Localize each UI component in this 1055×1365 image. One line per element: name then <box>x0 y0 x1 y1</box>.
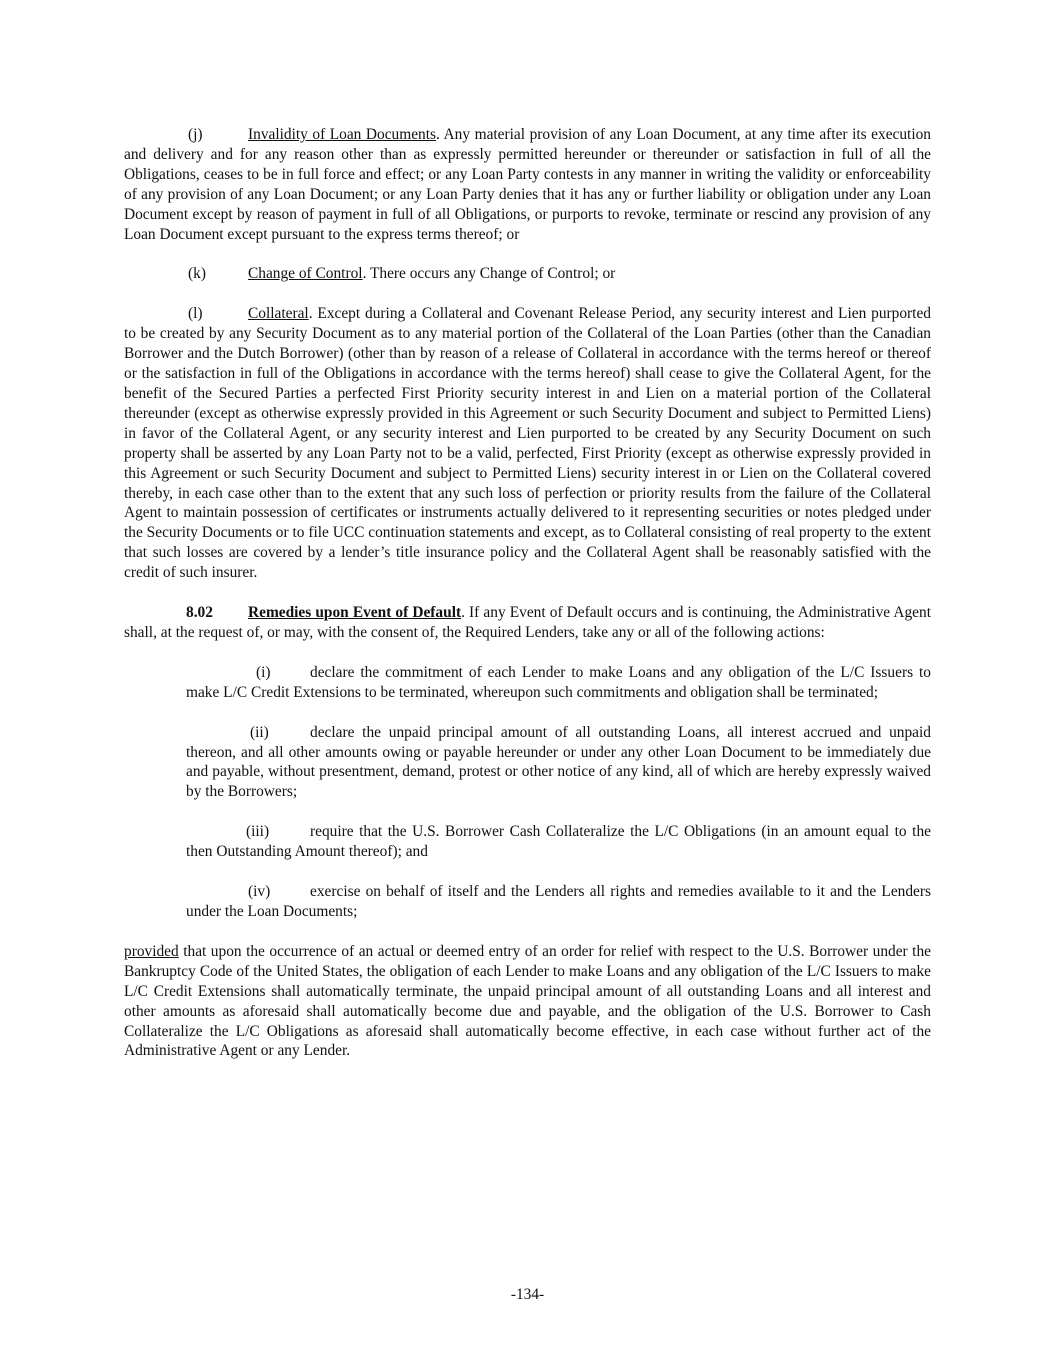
section-l-text: . Except during a Collateral and Covenant Release Period, any security interest and Lien purported to be created by any Security Document as to any material portion of the Collateral of the Loan Parties (other than the Canadian Borrower and the Dutch Borrower) (other than by reason of a release of Collateral in accordance with the terms hereof or thereof or the satisfaction in full of the Obligations in accordance with the terms hereof) shall cease to give the Collateral Agent, for the benefit of the Secured Parties a perfected First Priority security interest in and Lien on a material portion of the Collateral thereunder (except as otherwise expressly provided in this Agreement or such Security Document and subject to Permitted Liens) in favor of the Collateral Agent, or any security interest and Lien purported to be created by any Security Document on such property shall be asserted by any Loan Party not to be a valid, perfected, First Priority (except as otherwise expressly provided in this Agreement or such Security Document and subject to Permitted Liens) security interest in or Lien on the Collateral covered thereby, in each case other than to the extent that any such loss of perfection or priority results from the failure of the Collateral Agent to maintain possession of certificates or instruments actually delivered to it representing securities or notes pledged under the Security Documents or to file UCC continuation statements and except, as to Collateral consisting of real property to the extent that such losses are covered by a lender’s title insurance policy and the Collateral Agent shall be reasonably satisfied with the credit of such insurer. <box>124 305 931 582</box>
section-k-number: (k) <box>188 265 206 283</box>
page-number: -134- <box>510 1286 545 1303</box>
remedy-number: (ii) <box>250 723 269 741</box>
section-l-number: (l) <box>188 305 203 323</box>
remedy-number: (iii) <box>246 823 270 841</box>
section-k-paragraph <box>124 264 931 284</box>
remedy-item <box>186 822 931 862</box>
section-k-text: . There occurs any Change of Control; or <box>362 265 616 283</box>
section-j-text: . Any material provision of any Loan Document, at any time after its execution and delivery and for any reason other than as expressly permitted hereunder or thereunder or satisfaction in full of all the Obligations, ceases to be in full force and effect; or any Loan Party contests in any manner in writing the validity or enforceability of any provision of any Loan Document; or any Loan Party denies that it has any or further liability or obligation under any Loan Document except by reason of payment in full of all Obligations, or purports to revoke, terminate or rescind any provision of any Loan Document except pursuant to the express terms thereof; or <box>124 126 931 243</box>
section-j-number: (j) <box>188 126 203 143</box>
section-802-heading: Remedies upon Event of Default <box>248 604 462 622</box>
proviso-text: that upon the occurrence of an actual or deemed entry of an order for relief with respect to the U.S. Borrower under the Bankruptcy Code of the United States, the obligation of each Lender to make Loans and any obligation of the L/C Issuers to make L/C Credit Extensions shall automatically terminate, the unpaid principal amount of all outstanding Loans and all interest and other amounts as aforesaid shall automatically become due and payable, and the obligation of the U.S. Borrower to Cash Collateralize the L/C Obligations as aforesaid shall automatically become effective, in each case without further act of the Administrative Agent or any Lender. <box>124 942 931 1060</box>
remedy-text: exercise on behalf of itself and the Lenders all rights and remedies available to it and the Lenders under the Loan Documents; <box>186 883 931 920</box>
proviso-lead: provided <box>124 942 179 960</box>
remedy-item <box>186 663 931 703</box>
remedy-text: declare the unpaid principal amount of all outstanding Loans, all interest accrued and unpaid thereon, and all other amounts owing or payable hereunder or under any other Loan Document to be immediately due and payable, without presentment, demand, protest or other notice of any kind, all of which are hereby expressly waived by the Borrowers; <box>186 723 931 801</box>
section-k-heading: Change of Control <box>248 265 363 283</box>
remedy-item <box>186 882 931 922</box>
proviso-paragraph <box>124 942 931 1061</box>
remedy-item <box>186 723 931 803</box>
section-802-paragraph <box>124 603 931 643</box>
document-page <box>124 125 931 1061</box>
section-l-heading: Collateral <box>248 305 309 323</box>
remedy-number: (iv) <box>248 883 271 901</box>
section-j-heading: Invalidity of Loan Documents <box>248 126 437 143</box>
section-l-paragraph <box>124 304 931 583</box>
remedy-text: require that the U.S. Borrower Cash Collateralize the L/C Obligations (in an amount equal to the then Outstanding Amount thereof); and <box>186 823 931 861</box>
section-802-text: . If any Event of Default occurs and is continuing, the Administrative Agent shall, at the request of, or may, with the consent of, the Required Lenders, take any or all of the following actions: <box>124 604 931 641</box>
remedy-number: (i) <box>256 663 271 681</box>
remedy-text: declare the commitment of each Lender to make Loans and any obligation of the L/C Issuers to make L/C Credit Extensions to be terminated, whereupon such commitments and obligation shall be terminated; <box>186 663 931 701</box>
section-802-number: 8.02 <box>186 604 213 622</box>
section-j-paragraph <box>124 125 931 244</box>
